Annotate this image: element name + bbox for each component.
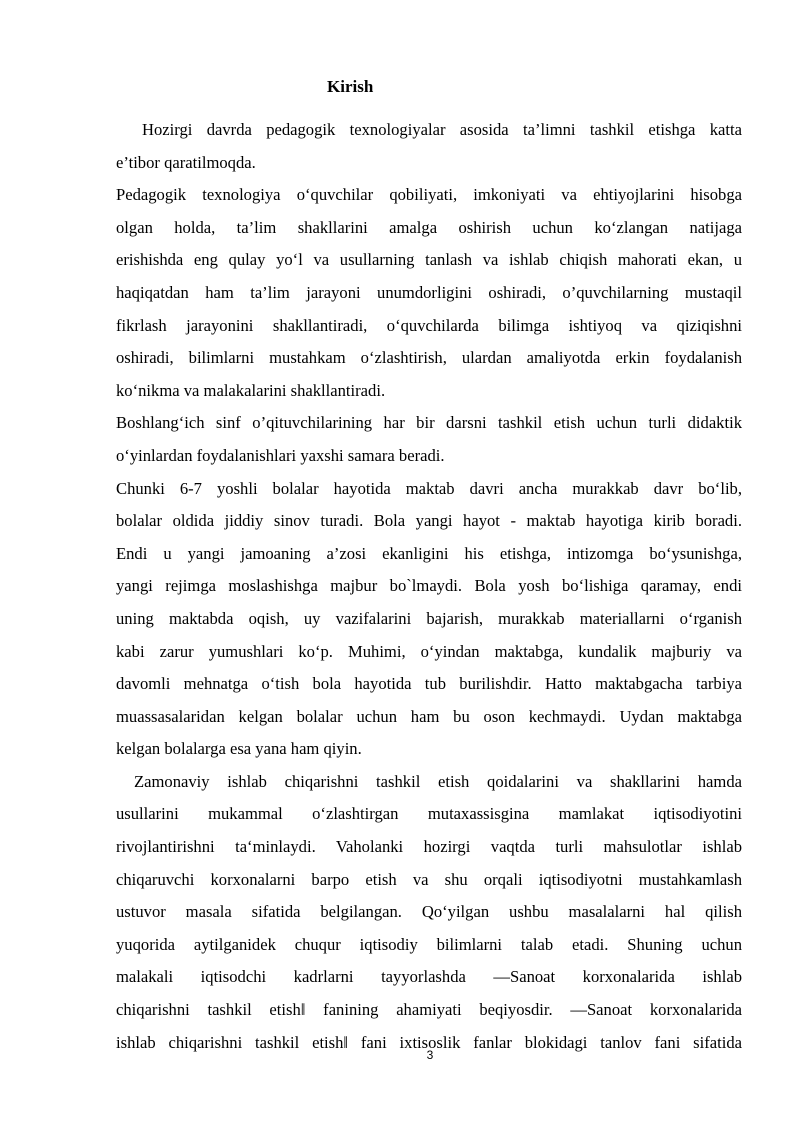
text-line: uning maktabda oqish, uy vazifalarini bajarish, murakkab materiallarni o‘rganish: [116, 608, 742, 628]
text-line: kelgan bolalarga esa yana ham qiyin.: [116, 739, 362, 759]
page-number: 3: [426, 1048, 434, 1062]
text-line: Endi u yangi jamoaning a’zosi ekanligini his etishga, intizomga bo‘ysunishga,: [116, 543, 742, 563]
text-line: muassasalaridan kelgan bolalar uchun ham bu oson kechmaydi. Uydan maktabga: [116, 706, 742, 726]
text-line: olgan holda, ta’lim shakllarini amalga oshirish uchun ko‘zlangan natijaga: [116, 217, 742, 237]
text-line: haqiqatdan ham ta’lim jarayoni unumdorligini oshiradi, o’quvchilarning mustaqil: [116, 282, 742, 302]
text-line: rivojlantirishni ta‘minlaydi. Vaholanki hozirgi vaqtda turli mahsulotlar ishlab: [116, 837, 742, 857]
text-line: malakali iqtisodchi kadrlarni tayyorlashda ―Sanoat korxonalarida ishlab: [116, 967, 742, 987]
text-line: ustuvor masala sifatida belgilangan. Qo‘yilgan ushbu masalalarni hal qilish: [116, 902, 742, 922]
text-line: Hozirgi davrda pedagogik texnologiyalar asosida ta’limni tashkil etishga katta: [142, 120, 742, 139]
text-line: o‘yinlardan foydalanishlari yaxshi samara beradi.: [116, 445, 445, 465]
text-line: ishlab chiqarishni tashkil etish‖ fani ixtisoslik fanlar blokidagi tanlov fani sifatida: [116, 1032, 742, 1052]
text-line: fikrlash jarayonini shakllantiradi, o‘quvchilarda bilimga ishtiyoq va qiziqishni: [116, 315, 742, 335]
text-line: Pedagogik texnologiya o‘quvchilar qobiliyati, imkoniyati va ehtiyojlarini hisobga: [116, 185, 742, 205]
text-line: oshiradi, bilimlarni mustahkam o‘zlashtirish, ulardan amaliyotda erkin foydalanish: [116, 348, 742, 368]
section-title: Kirish: [327, 77, 374, 96]
text-line: erishishda eng qulay yo‘l va usullarning tanlash va ishlab chiqish mahorati ekan, u: [116, 250, 742, 270]
text-line: bolalar oldida jiddiy sinov turadi. Bola yangi hayot - maktab hayotiga kirib boradi.: [116, 511, 742, 531]
body-text: [116, 114, 742, 1059]
text-line: Chunki 6-7 yoshli bolalar hayotida maktab davri ancha murakkab davr bo‘lib,: [116, 478, 742, 498]
text-line: usullarini mukammal o‘zlashtirgan mutaxassisgina mamlakat iqtisodiyotini: [116, 804, 742, 824]
text-line: Zamonaviy ishlab chiqarishni tashkil etish qoidalarini va shakllarini hamda: [134, 771, 742, 791]
text-line: Boshlang‘ich sinf o’qituvchilarining har bir darsni tashkil etish uchun turli didaktik: [116, 413, 742, 433]
text-line: chiqarishni tashkil etish‖ fanining ahamiyati beqiyosdir. ―Sanoat korxonalarida: [116, 1000, 742, 1020]
text-line: davomli mehnatga o‘tish bola hayotida tub burilishdir. Hatto maktabgacha tarbiya: [116, 674, 742, 694]
text-line: yuqorida aytilganidek chuqur iqtisodiy bilimlarni talab etadi. Shuning uchun: [116, 934, 742, 954]
text-line: chiqaruvchi korxonalarni barpo etish va shu orqali iqtisodiyotni mustahkamlash: [116, 869, 742, 889]
text-line: yangi rejimga moslashishga majbur bo`lmaydi. Bola yosh bo‘lishiga qaramay, endi: [116, 576, 742, 596]
text-line: ko‘nikma va malakalarini shakllantiradi.: [116, 380, 386, 400]
text-line: e’tibor qaratilmoqda.: [116, 152, 256, 172]
text-line: kabi zarur yumushlari ko‘p. Muhimi, o‘yindan maktabga, kundalik majburiy va: [116, 641, 742, 661]
